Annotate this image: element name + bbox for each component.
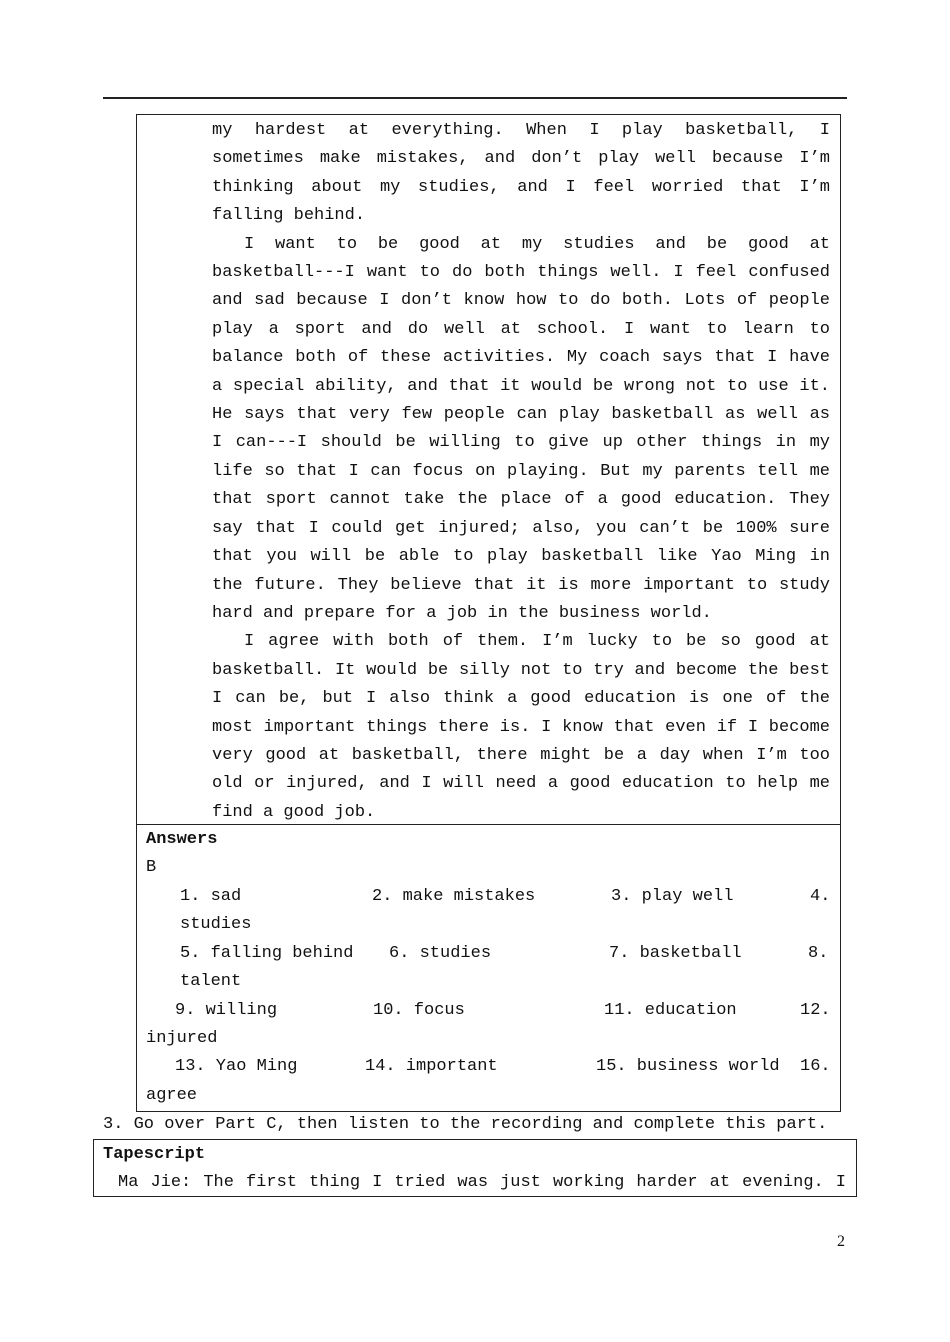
answer-item: 15. business world <box>596 1057 780 1076</box>
answer-item: 10. focus <box>373 1001 465 1020</box>
answer-item: injured <box>146 1029 218 1048</box>
header-rule <box>103 97 847 99</box>
page-number: 2 <box>837 1233 845 1250</box>
passage-paragraph-2: I want to be good at my studies and be good at basketball---I want to do both things well. I feel confused and sad because I don’t know how to do both. Lots of people play a sport and do well at school. I want to learn to balance both of these activities. My coach says that I have a special ability, and that it would be wrong not to use it. He says that very few people can play basketball as well as I can---I should be willing to give up other things in my life so that I can focus on playing. But my parents tell me that sport cannot take the place of a good education. They say that I could get injured; also, you can’t be 100% sure that you will be able to play basketball like Yao Ming in the future. They believe that it is more important to study hard and prepare for a job in the business world. <box>212 234 830 623</box>
tapescript-title: Tapescript <box>103 1145 206 1164</box>
answer-item: 8. <box>808 944 829 963</box>
answer-item: 5. falling behind <box>180 944 354 963</box>
answer-item: 9. willing <box>175 1001 278 1020</box>
answer-item: 14. important <box>365 1057 498 1076</box>
answer-item: 16. <box>800 1057 831 1076</box>
answers-title: Answers <box>146 830 218 849</box>
answer-item: 3. play well <box>611 887 734 906</box>
answer-item: 13. Yao Ming <box>175 1057 298 1076</box>
answer-item: 7. basketball <box>609 944 742 963</box>
answer-item: 12. <box>800 1001 831 1020</box>
answer-item: 2. make mistakes <box>372 887 536 906</box>
answer-item: 11. education <box>604 1001 737 1020</box>
answer-item: 1. sad <box>180 887 242 906</box>
tapescript-line: Ma Jie: The first thing I tried was just working harder at evening. I <box>118 1173 846 1192</box>
answers-section-label: B <box>146 858 157 877</box>
answer-item: agree <box>146 1086 198 1105</box>
passage-text <box>212 117 830 827</box>
passage-paragraph-1: my hardest at everything. When I play basketball, I sometimes make mistakes, and don’t play well because I’m thinking about my studies, and I feel worried that I’m falling behind. <box>212 121 830 226</box>
instruction-text: 3. Go over Part C, then listen to the recording and complete this part. <box>103 1115 828 1134</box>
passage-paragraph-3: I agree with both of them. I’m lucky to be so good at basketball. It would be silly not to try and become the best I can be, but I also think a good education is one of the most important things there is. I know that even if I become very good at basketball, there might be a day when I’m too old or injured, and I will need a good education to help me find a good job. <box>212 632 830 822</box>
answer-item: talent <box>180 972 242 991</box>
answer-item: studies <box>180 915 252 934</box>
answer-item: 6. studies <box>389 944 492 963</box>
answer-item: 4. <box>810 887 831 906</box>
